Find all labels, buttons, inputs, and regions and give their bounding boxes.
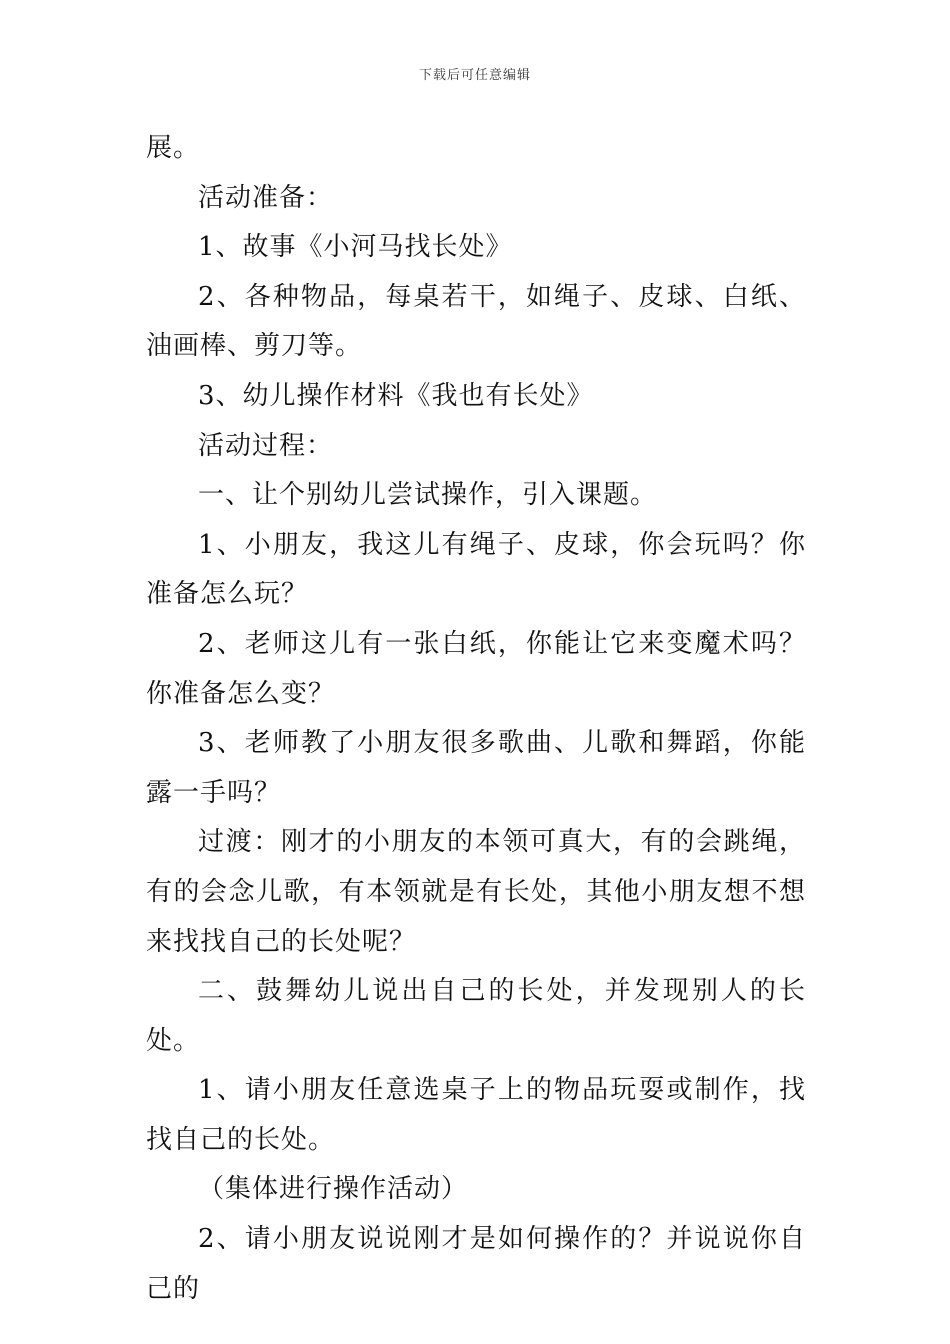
paragraph: 过渡：刚才的小朋友的本领可真大，有的会跳绳，有的会念儿歌，有本领就是有长处，其他小朋友想不想来找找自己的长处呢？ — [146, 827, 806, 957]
paragraph: 3、老师教了小朋友很多歌曲、儿歌和舞蹈，你能露一手吗？ — [146, 728, 806, 808]
paragraph: （集体进行操作活动） — [198, 1174, 469, 1205]
page-header: 下载后可任意编辑 — [418, 68, 531, 83]
paragraph: 二、鼓舞幼儿说出自己的长处，并发现别人的长处。 — [146, 976, 806, 1056]
paragraph: 活动准备： — [198, 182, 334, 213]
document-body — [146, 124, 806, 1314]
paragraph: 活动过程： — [198, 430, 334, 461]
paragraph: 展。 — [146, 133, 201, 163]
paragraph: 2、各种物品，每桌若干，如绳子、皮球、白纸、油画棒、剪刀等。 — [146, 281, 806, 362]
paragraph: 3、幼儿操作材料《我也有长处》 — [198, 380, 594, 411]
paragraph: 1、小朋友，我这儿有绳子、皮球，你会玩吗？你准备怎么玩？ — [146, 529, 806, 610]
paragraph: 2、老师这儿有一张白纸，你能让它来变魔术吗？你准备怎么变？ — [146, 628, 806, 709]
paragraph: 1、故事《小河马找长处》 — [198, 232, 513, 263]
paragraph: 一、让个别幼儿尝试操作，引入课题。 — [198, 480, 658, 511]
paragraph: 2、请小朋友说说刚才是如何操作的？并说说你自己的 — [146, 1224, 806, 1304]
paragraph: 1、请小朋友任意选桌子上的物品玩耍或制作，找找自己的长处。 — [146, 1075, 806, 1155]
